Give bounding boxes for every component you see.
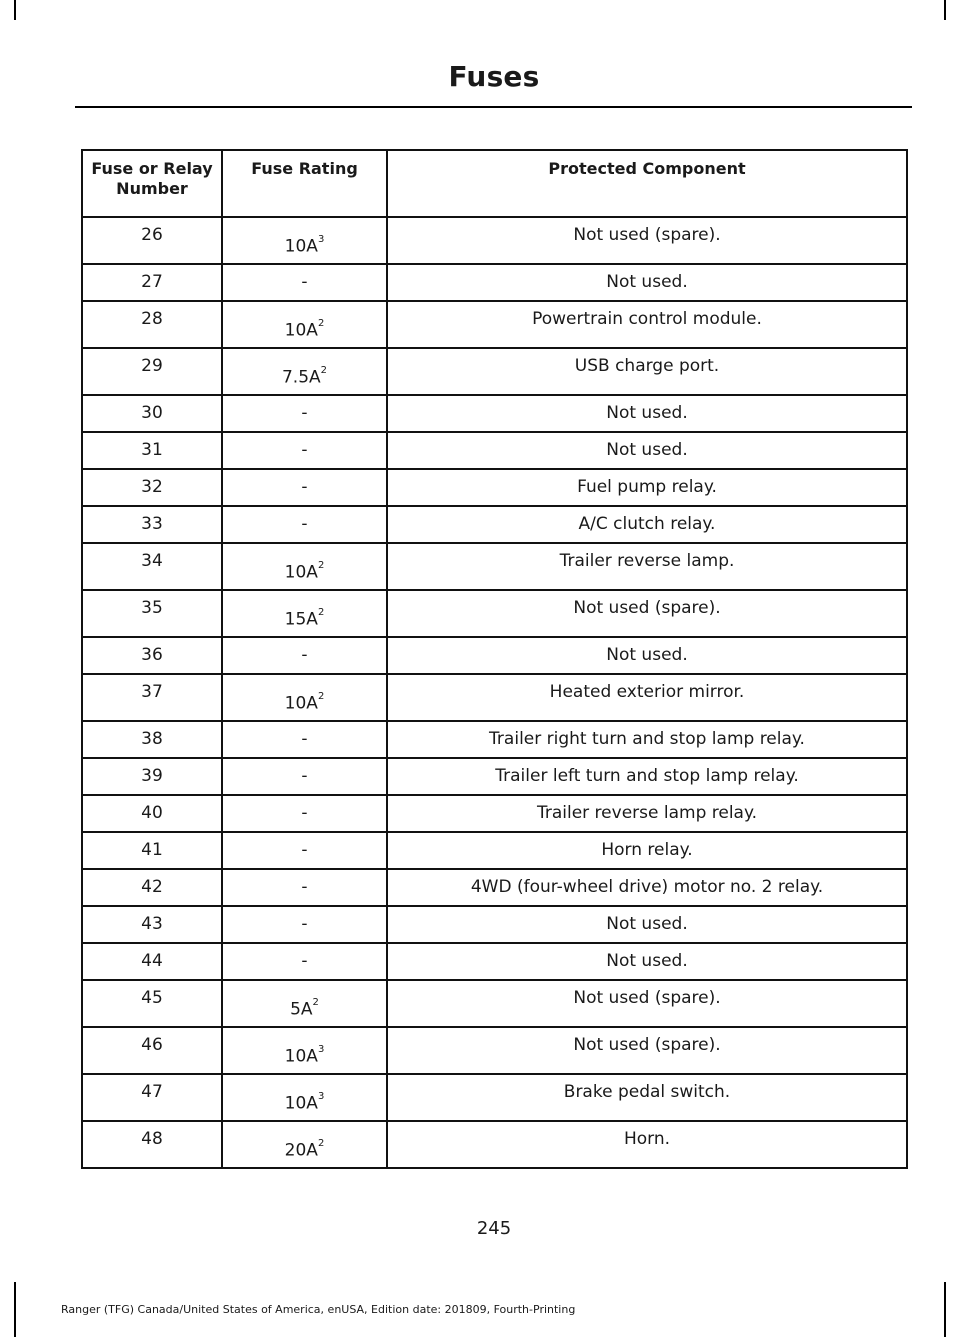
fuse-rating-value: 15A [284, 609, 318, 630]
table-row [82, 906, 907, 943]
fuse-number-cell: 36 [82, 637, 222, 674]
footnote-marker: 3 [317, 234, 325, 245]
fuse-number-cell: 48 [82, 1121, 222, 1168]
protected-component-cell: Not used (spare). [387, 590, 907, 637]
protected-component-cell: Not used (spare). [387, 980, 907, 1027]
footnote-marker: 2 [317, 691, 325, 702]
fuse-rating-cell [222, 348, 387, 395]
header-protected-component: Protected Component [387, 150, 907, 217]
fuse-number-cell: 31 [82, 432, 222, 469]
protected-component-cell: Horn. [387, 1121, 907, 1168]
protected-component-cell: A/C clutch relay. [387, 506, 907, 543]
table-row [82, 1121, 907, 1168]
table-row [82, 264, 907, 301]
fuse-rating-cell: - [222, 832, 387, 869]
header-fuse-rating: Fuse Rating [222, 150, 387, 217]
protected-component-cell: Brake pedal switch. [387, 1074, 907, 1121]
table-row [82, 590, 907, 637]
fuse-rating-cell: - [222, 721, 387, 758]
fuse-rating-value: 5A [290, 999, 313, 1020]
fuse-number-cell: 46 [82, 1027, 222, 1074]
table-row [82, 1027, 907, 1074]
table-row [82, 869, 907, 906]
table-header-row [82, 150, 907, 217]
fuse-table-body [82, 217, 907, 1168]
fuse-rating-cell: - [222, 943, 387, 980]
fuse-rating-value: 10A [284, 236, 318, 257]
protected-component-cell: Not used (spare). [387, 1027, 907, 1074]
fuse-rating-cell [222, 1121, 387, 1168]
protected-component-cell: 4WD (four-wheel drive) motor no. 2 relay. [387, 869, 907, 906]
table-row [82, 637, 907, 674]
fuse-table [81, 149, 908, 1169]
table-row [82, 348, 907, 395]
protected-component-cell: Not used. [387, 432, 907, 469]
fuse-number-cell: 29 [82, 348, 222, 395]
table-row [82, 506, 907, 543]
fuse-rating-value: 20A [284, 1140, 318, 1161]
header-fuse-number: Fuse or Relay Number [82, 150, 222, 217]
footnote-marker: 3 [317, 1091, 325, 1102]
footnote-marker: 2 [317, 607, 325, 618]
fuse-number-cell: 27 [82, 264, 222, 301]
fuse-number-cell: 39 [82, 758, 222, 795]
page-number: 245 [476, 1218, 512, 1239]
footnote-marker: 2 [320, 365, 328, 376]
table-row [82, 721, 907, 758]
protected-component-cell: USB charge port. [387, 348, 907, 395]
table-row [82, 217, 907, 264]
fuse-rating-cell: - [222, 395, 387, 432]
fuse-number-cell: 43 [82, 906, 222, 943]
protected-component-cell: Trailer reverse lamp relay. [387, 795, 907, 832]
fuse-rating-cell [222, 980, 387, 1027]
table-row [82, 832, 907, 869]
table-row [82, 469, 907, 506]
fuse-rating-cell: - [222, 869, 387, 906]
fuse-rating-cell: - [222, 906, 387, 943]
protected-component-cell: Fuel pump relay. [387, 469, 907, 506]
fuse-number-cell: 32 [82, 469, 222, 506]
table-row [82, 943, 907, 980]
fuse-number-cell: 37 [82, 674, 222, 721]
table-row [82, 795, 907, 832]
protected-component-cell: Not used. [387, 906, 907, 943]
crop-mark-top-right [944, 0, 946, 20]
protected-component-cell: Not used. [387, 395, 907, 432]
page-footer: Ranger (TFG) Canada/United States of America, enUSA, Edition date: 201809, Fourth-Printing [61, 1303, 576, 1316]
fuse-rating-cell [222, 674, 387, 721]
title-divider [75, 106, 912, 108]
protected-component-cell: Not used. [387, 264, 907, 301]
fuse-number-cell: 38 [82, 721, 222, 758]
protected-component-cell: Not used. [387, 943, 907, 980]
fuse-rating-cell [222, 543, 387, 590]
fuse-rating-value: 10A [284, 1093, 318, 1114]
table-row [82, 674, 907, 721]
fuse-rating-value: 10A [284, 562, 318, 583]
protected-component-cell: Trailer left turn and stop lamp relay. [387, 758, 907, 795]
fuse-number-cell: 26 [82, 217, 222, 264]
fuse-number-cell: 41 [82, 832, 222, 869]
protected-component-cell: Trailer reverse lamp. [387, 543, 907, 590]
footnote-marker: 2 [312, 997, 319, 1008]
table-row [82, 301, 907, 348]
table-row [82, 395, 907, 432]
fuse-number-cell: 28 [82, 301, 222, 348]
fuse-rating-cell [222, 590, 387, 637]
fuse-rating-value: 7.5A [281, 367, 321, 388]
fuse-rating-value: 10A [284, 320, 318, 341]
protected-component-cell: Heated exterior mirror. [387, 674, 907, 721]
fuse-rating-cell [222, 1074, 387, 1121]
footnote-marker: 3 [317, 1044, 325, 1055]
fuse-number-cell: 35 [82, 590, 222, 637]
fuse-rating-cell [222, 1027, 387, 1074]
fuse-number-cell: 45 [82, 980, 222, 1027]
fuse-rating-value: 10A [284, 1046, 318, 1067]
fuse-number-cell: 44 [82, 943, 222, 980]
fuse-number-cell: 33 [82, 506, 222, 543]
page-title: Fuses [448, 60, 540, 93]
protected-component-cell: Not used (spare). [387, 217, 907, 264]
table-row [82, 758, 907, 795]
fuse-rating-cell: - [222, 264, 387, 301]
protected-component-cell: Trailer right turn and stop lamp relay. [387, 721, 907, 758]
protected-component-cell: Not used. [387, 637, 907, 674]
crop-mark-bottom-right [944, 1282, 946, 1337]
protected-component-cell: Horn relay. [387, 832, 907, 869]
fuse-rating-cell: - [222, 795, 387, 832]
table-row [82, 543, 907, 590]
table-row [82, 432, 907, 469]
fuse-rating-cell [222, 217, 387, 264]
fuse-number-cell: 30 [82, 395, 222, 432]
fuse-rating-cell: - [222, 637, 387, 674]
table-row [82, 1074, 907, 1121]
fuse-rating-cell: - [222, 469, 387, 506]
fuse-rating-value: 10A [284, 693, 318, 714]
fuse-number-cell: 34 [82, 543, 222, 590]
footnote-marker: 2 [317, 560, 325, 571]
fuse-rating-cell: - [222, 758, 387, 795]
fuse-number-cell: 42 [82, 869, 222, 906]
fuse-rating-cell: - [222, 506, 387, 543]
protected-component-cell: Powertrain control module. [387, 301, 907, 348]
crop-mark-top-left [14, 0, 16, 20]
footnote-marker: 2 [317, 318, 325, 329]
fuse-rating-cell: - [222, 432, 387, 469]
fuse-rating-cell [222, 301, 387, 348]
table-row [82, 980, 907, 1027]
fuse-number-cell: 40 [82, 795, 222, 832]
fuse-number-cell: 47 [82, 1074, 222, 1121]
crop-mark-bottom-left [14, 1282, 16, 1337]
footnote-marker: 2 [317, 1138, 325, 1149]
